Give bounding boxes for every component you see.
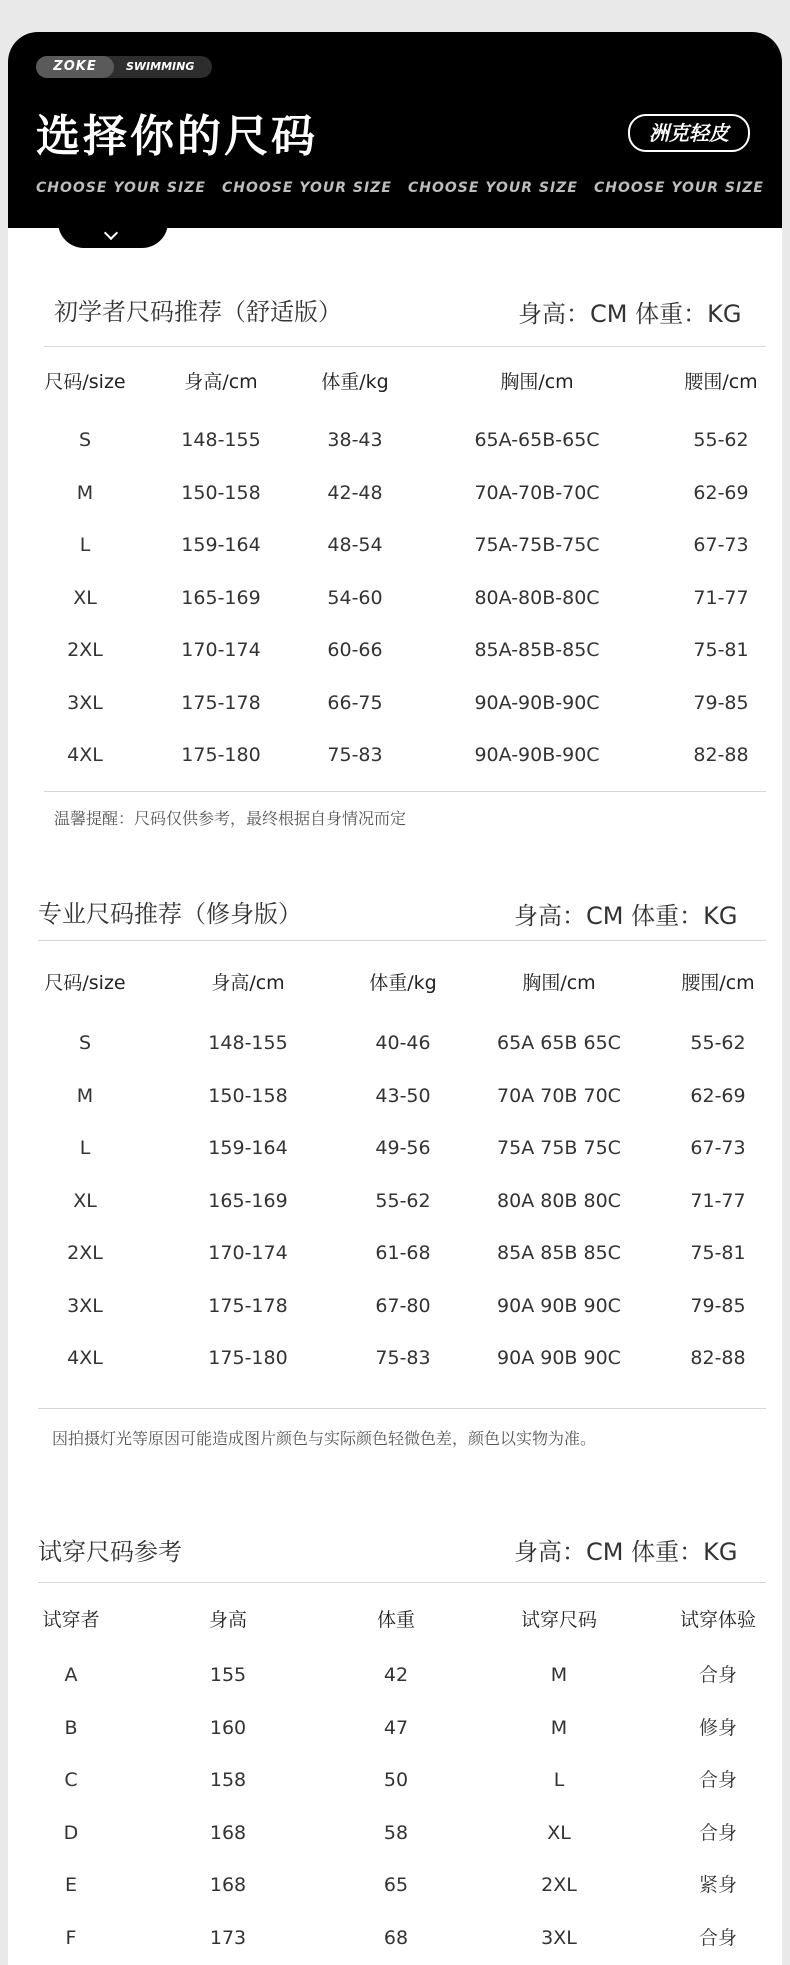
table-cell: 159-164 <box>181 534 261 556</box>
header-notch <box>58 222 168 248</box>
table-cell: 合身 <box>698 1926 738 1949</box>
beginner-section-title: 初学者尺码推荐（舒适版） <box>54 298 342 326</box>
color-disclaimer-note: 因拍摄灯光等原因可能造成图片颜色与实际颜色轻微色差，颜色以实物为准。 <box>52 1429 597 1448</box>
table-cell: 80A-80B-80C <box>474 586 600 609</box>
divider <box>44 346 766 347</box>
table-header-row <box>8 367 782 397</box>
table-cell: 165-169 <box>181 586 261 609</box>
table-cell: 3XL <box>67 1294 103 1317</box>
table-cell: 61-68 <box>375 1242 431 1264</box>
table-cell: 168 <box>209 1821 247 1844</box>
table-cell: 155 <box>209 1664 247 1686</box>
table-cell: 67-80 <box>375 1294 431 1317</box>
column-header: 试穿体验 <box>679 1609 757 1631</box>
page-title: 选择你的尺码 <box>36 111 318 162</box>
table-cell: 75-83 <box>375 1347 431 1369</box>
table-cell: XL <box>547 1821 571 1844</box>
table-cell: 3XL <box>541 1926 577 1949</box>
table-cell: C <box>64 1769 78 1791</box>
header-banner <box>8 32 782 228</box>
table-cell: 70A-70B-70C <box>474 481 600 504</box>
table-row <box>8 1713 782 1743</box>
table-cell: 4XL <box>67 744 103 766</box>
table-cell: 65A-65B-65C <box>474 429 600 451</box>
table-cell: 165-169 <box>208 1189 288 1212</box>
table-cell: 50 <box>383 1769 409 1791</box>
table-cell: 2XL <box>67 639 103 661</box>
table-cell: 90A-90B-90C <box>474 744 600 766</box>
choose-size-text: CHOOSE YOUR SIZE <box>222 180 392 196</box>
table-cell: 合身 <box>698 1821 738 1844</box>
column-header: 腰围/cm <box>681 972 755 994</box>
table-cell: A <box>64 1664 78 1686</box>
table-cell: 175-180 <box>208 1347 288 1369</box>
column-header: 胸围/cm <box>522 972 596 994</box>
table-row <box>8 635 782 665</box>
table-cell: 42 <box>383 1664 409 1686</box>
table-cell: 62-69 <box>690 1084 746 1107</box>
table-cell: 85A-85B-85C <box>474 639 600 661</box>
table-row <box>8 530 782 560</box>
column-header: 尺码/size <box>44 371 126 393</box>
table-row <box>8 478 782 508</box>
table-cell: M <box>550 1664 568 1686</box>
table-cell: 2XL <box>541 1874 577 1896</box>
size-guide-card <box>8 32 782 1965</box>
table-cell: 75A-75B-75C <box>474 534 600 556</box>
table-cell: 60-66 <box>327 639 383 661</box>
table-cell: 158 <box>209 1769 247 1791</box>
table-cell: 68 <box>383 1926 409 1949</box>
column-header: 身高/cm <box>184 371 258 393</box>
table-cell: 175-180 <box>181 744 261 766</box>
table-cell: 67-73 <box>693 534 749 556</box>
beginner-unit-label: 身高：CM 体重：KG <box>518 300 742 328</box>
table-row <box>8 1238 782 1268</box>
table-row <box>8 1081 782 1111</box>
table-cell: XL <box>73 1189 97 1212</box>
tryon-unit-label: 身高：CM 体重：KG <box>514 1538 738 1566</box>
table-cell: 55-62 <box>375 1189 431 1212</box>
table-cell: 75-81 <box>693 639 749 661</box>
table-cell: S <box>78 1032 92 1054</box>
column-header: 身高 <box>208 1609 248 1631</box>
brand-logo: ZOKE <box>36 56 114 78</box>
column-header: 体重/kg <box>369 972 437 994</box>
table-cell: 54-60 <box>327 586 383 609</box>
table-row <box>8 583 782 613</box>
table-cell: 148-155 <box>181 429 261 451</box>
table-cell: 47 <box>383 1716 409 1739</box>
column-header: 体重/kg <box>321 371 389 393</box>
table-cell: 90A-90B-90C <box>474 691 600 714</box>
column-header: 身高/cm <box>211 972 285 994</box>
table-cell: 49-56 <box>375 1137 431 1159</box>
table-cell: 58 <box>383 1821 409 1844</box>
table-cell: 55-62 <box>690 1032 746 1054</box>
table-cell: D <box>63 1821 79 1844</box>
table-cell: 90A 90B 90C <box>497 1347 621 1369</box>
table-cell: F <box>65 1926 77 1949</box>
table-cell: M <box>550 1716 568 1739</box>
pro-unit-label: 身高：CM 体重：KG <box>514 902 738 930</box>
table-cell: 43-50 <box>375 1084 431 1107</box>
table-header-row <box>8 1605 782 1635</box>
table-header-row <box>8 968 782 998</box>
table-cell: 71-77 <box>690 1189 746 1212</box>
table-cell: 75-83 <box>327 744 383 766</box>
table-cell: 2XL <box>67 1242 103 1264</box>
table-cell: 4XL <box>67 1347 103 1369</box>
table-cell: 合身 <box>698 1769 738 1791</box>
column-header: 体重 <box>376 1609 416 1631</box>
table-row <box>8 1028 782 1058</box>
table-cell: 160 <box>209 1716 247 1739</box>
column-header: 腰围/cm <box>684 371 758 393</box>
table-cell: 173 <box>209 1926 247 1949</box>
chevron-down-icon <box>104 226 118 240</box>
table-cell: 175-178 <box>181 691 261 714</box>
table-cell: 65 <box>383 1874 409 1896</box>
table-cell: L <box>79 1137 91 1159</box>
table-cell: XL <box>73 586 97 609</box>
table-cell: 48-54 <box>327 534 383 556</box>
table-cell: 168 <box>209 1874 247 1896</box>
table-cell: 150-158 <box>208 1084 288 1107</box>
pro-section-title: 专业尺码推荐（修身版） <box>38 900 302 928</box>
table-cell: 71-77 <box>693 586 749 609</box>
table-cell: 38-43 <box>327 429 383 451</box>
table-cell: 175-178 <box>208 1294 288 1317</box>
column-header: 尺码/size <box>44 972 126 994</box>
table-row <box>8 688 782 718</box>
table-cell: 75A 75B 75C <box>497 1137 621 1159</box>
table-cell: 85A 85B 85C <box>497 1242 621 1264</box>
table-cell: M <box>76 481 94 504</box>
divider <box>38 940 766 941</box>
table-cell: S <box>78 429 92 451</box>
table-cell: 80A 80B 80C <box>497 1189 621 1212</box>
table-cell: E <box>64 1874 78 1896</box>
table-cell: 159-164 <box>208 1137 288 1159</box>
divider <box>38 1582 766 1583</box>
table-row <box>8 1818 782 1848</box>
table-cell: M <box>76 1084 94 1107</box>
table-cell: 75-81 <box>690 1242 746 1264</box>
table-cell: 79-85 <box>690 1294 746 1317</box>
table-cell: 55-62 <box>693 429 749 451</box>
column-header: 试穿尺码 <box>520 1609 598 1631</box>
table-cell: 70A 70B 70C <box>497 1084 621 1107</box>
table-row <box>8 1870 782 1900</box>
table-row <box>8 1291 782 1321</box>
table-row <box>8 1923 782 1953</box>
table-cell: 79-85 <box>693 691 749 714</box>
table-row <box>8 740 782 770</box>
divider <box>38 1408 766 1409</box>
divider <box>44 791 766 792</box>
column-header: 试穿者 <box>42 1609 100 1631</box>
choose-size-text: CHOOSE YOUR SIZE <box>594 180 764 196</box>
table-cell: 82-88 <box>693 744 749 766</box>
table-cell: 150-158 <box>181 481 261 504</box>
table-row <box>8 1133 782 1163</box>
choose-size-text: CHOOSE YOUR SIZE <box>408 180 578 196</box>
table-cell: 修身 <box>698 1716 738 1739</box>
beginner-note: 温馨提醒：尺码仅供参考，最终根据自身情况而定 <box>54 809 407 828</box>
table-cell: 合身 <box>698 1664 738 1686</box>
table-row <box>8 1765 782 1795</box>
tryon-section-title: 试穿尺码参考 <box>38 1538 182 1566</box>
table-row <box>8 1186 782 1216</box>
table-row <box>8 1660 782 1690</box>
table-row <box>8 1343 782 1373</box>
table-cell: L <box>553 1769 565 1791</box>
table-cell: 90A 90B 90C <box>497 1294 621 1317</box>
table-cell: 67-73 <box>690 1137 746 1159</box>
table-cell: L <box>79 534 91 556</box>
table-cell: 42-48 <box>327 481 383 504</box>
table-cell: 65A 65B 65C <box>497 1032 621 1054</box>
table-cell: B <box>64 1716 78 1739</box>
table-cell: 82-88 <box>690 1347 746 1369</box>
table-cell: 3XL <box>67 691 103 714</box>
column-header: 胸围/cm <box>500 371 574 393</box>
table-row <box>8 425 782 455</box>
choose-size-text: CHOOSE YOUR SIZE <box>36 180 206 196</box>
table-cell: 170-174 <box>181 639 261 661</box>
brand-subtitle: SWIMMING <box>126 60 195 73</box>
brand-pill <box>36 56 212 78</box>
table-cell: 170-174 <box>208 1242 288 1264</box>
table-cell: 紧身 <box>698 1874 738 1896</box>
table-cell: 148-155 <box>208 1032 288 1054</box>
table-cell: 66-75 <box>327 691 383 714</box>
brand-badge: 洲克轻皮 <box>628 114 750 152</box>
table-cell: 62-69 <box>693 481 749 504</box>
table-cell: 40-46 <box>375 1032 431 1054</box>
